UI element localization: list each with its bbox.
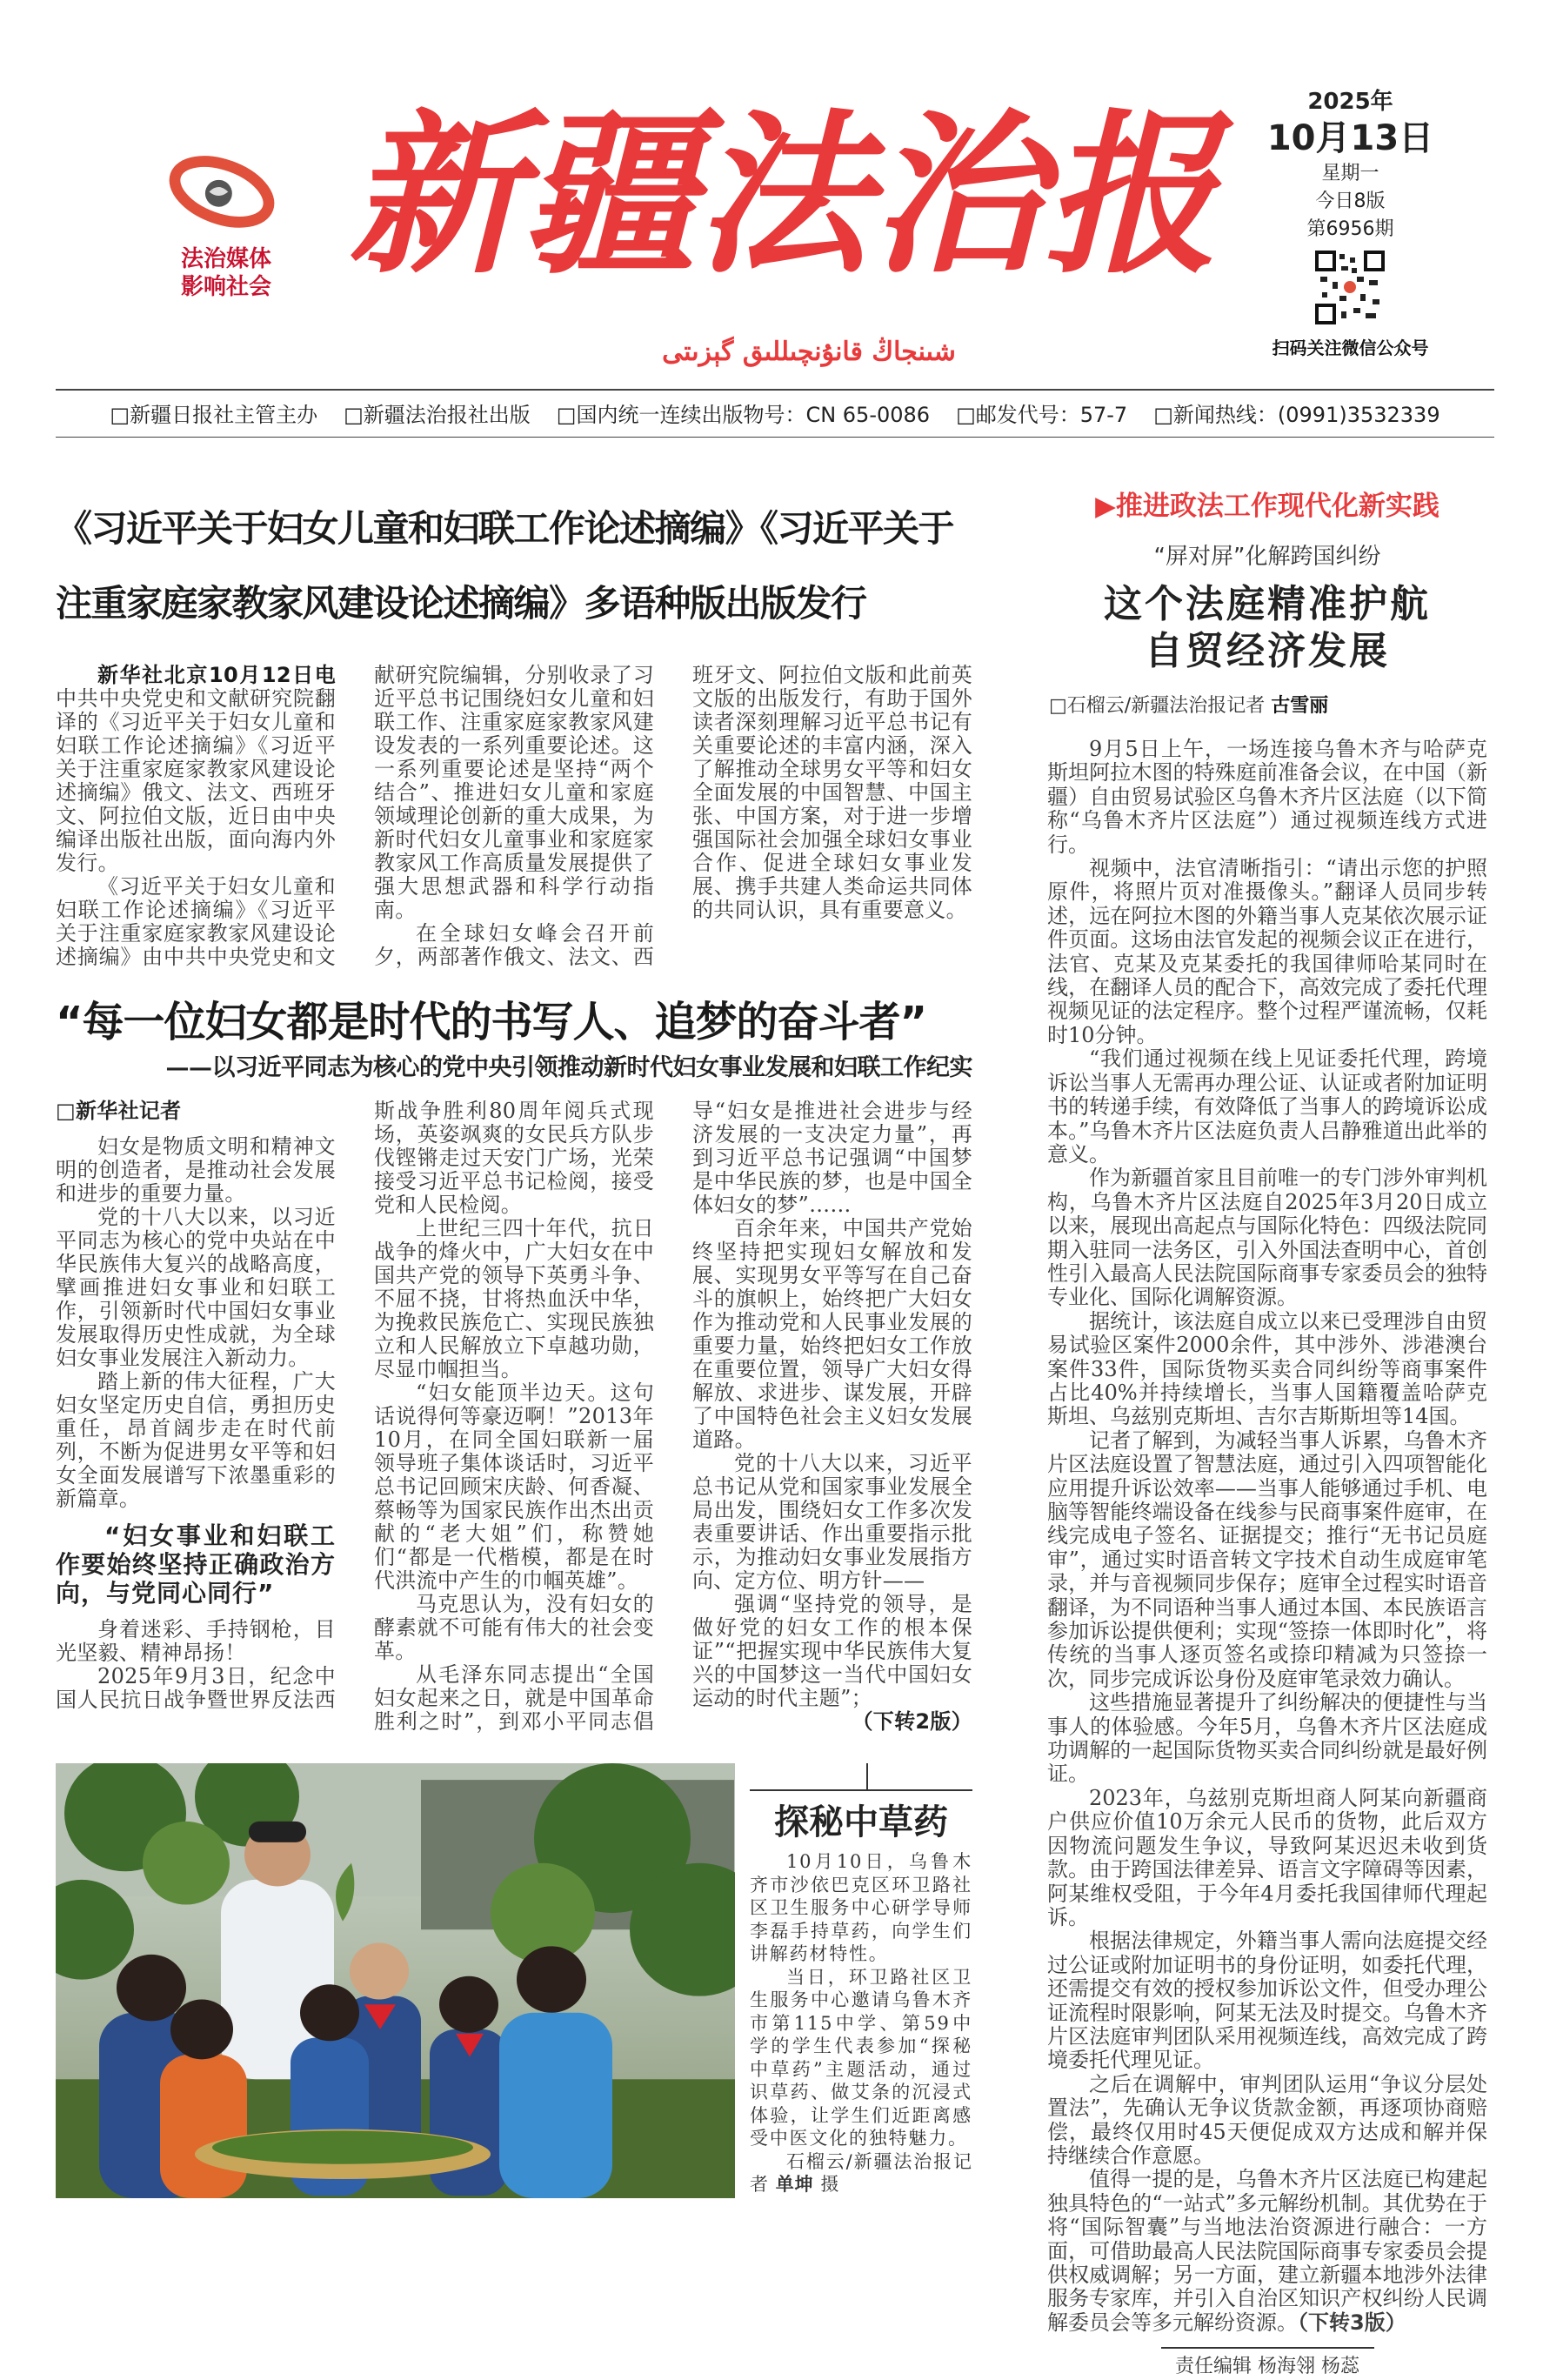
article3-paragraph: 据统计，该法庭自成立以来已受理涉自由贸易试验区案件2000余件，其中涉外、涉港澳台案件33件，国际货物买卖合同纠纷等商事案件占比40%并持续增长，当事人国籍覆盖哈萨克斯坦、乌兹别克斯坦、吉尔吉斯斯坦等14国。 — [1047, 1308, 1487, 1429]
article2-paragraph: “妇女能顶半边天。这句话说得何等豪迈啊！”2013年10月，在同全国妇联新一届领导班子集体谈话时，习近平总书记回顾宋庆龄、何香凝、蔡畅等为国家民族作出杰出贡献的“老大姐”们，称赞她们“都是一代楷模，都是在时代洪流中产生的巾帼英雄”。 — [374, 1381, 654, 1593]
info-cn-number: □国内统一连续出版物号：CN 65-0086 — [556, 403, 931, 427]
section-label: ▶推进政法工作现代化新实践 — [1095, 491, 1439, 522]
article3-headline-line1: 这个法庭精准护航 — [1104, 582, 1431, 626]
article2-paragraph: 妇女是物质文明和精神文明的创造者，是推动社会发展和进步的重要力量。 — [56, 1134, 336, 1206]
article1-headline-line1: 《习近平关于妇女儿童和妇联工作论述摘编》《习近平关于 — [56, 507, 954, 550]
publication-info-bar — [56, 402, 1494, 428]
article3-body — [1045, 738, 1489, 2335]
masthead-bottom-rule — [56, 437, 1494, 438]
article3-headline-line2: 自贸经济发展 — [1145, 629, 1390, 673]
issue-year: 2025年 — [1307, 89, 1393, 115]
article1-paragraph: 在全球妇女峰会召开前夕，两部著作俄文、法文、西班牙文、阿拉伯文版和此前英文版的出版发行，有助于国外读者深刻理解习近平总书记有关重要论述的丰富内涵，深入了解推动全球男女平等和妇女全面发展的中国智慧、中国主张、中国方案，对于进一步增强国际社会加强全球妇女事业合作、促进全球妇女事业发展、携手共建人类命运共同体的共同认识，具有重要意义。 — [374, 663, 972, 969]
article2-paragraph: 从毛泽东同志提出“全国妇女起来之日，就是中国革命胜利之时”，到邓小平同志倡导“妇女是推进社会进步与经济发展的一支决定力量”，再到习近平总书记强调“中国梦是中华民族的梦，也是中国全体妇女的梦”…… — [374, 1099, 972, 1734]
newspaper-logo-icon — [161, 152, 283, 239]
article2-paragraph: 上世纪三四十年代，抗日战争的烽火中，广大妇女在中国共产党的领导下英勇斗争、不屈不挠，甘将热血沃中华，为挽救民族危亡、实现民族独立和人民解放立下卓越功勋，尽显巾帼担当。 — [374, 1216, 654, 1381]
byline-prefix: □石榴云/新疆法治报记者 — [1049, 695, 1266, 717]
issue-info — [1261, 87, 1439, 244]
info-publisher: □新疆法治报社出版 — [344, 403, 531, 427]
caption-paragraph: 当日，环卫路社区卫生服务中心邀请乌鲁木齐市第115中学、第59中学的学生代表参加“探秘中草药”主题活动，通过识草药、做艾条的沉浸式体验，让学生们近距离感受中医文化的独特魅力。 — [750, 1966, 972, 2149]
photo-story-caption-box — [750, 1763, 972, 2198]
article2-body — [56, 1100, 972, 1734]
paragraph-text: 强调“坚持党的领导，是做好党的妇女工作的根本保证”“把握实现中华民族伟大复兴的中国梦这一当代中国妇女运动的时代主题”； — [692, 1592, 972, 1710]
article3-byline — [1045, 694, 1489, 719]
article3-paragraph: 视频中，法官清晰指引：“请出示您的护照原件，将照片页对准摄像头。”翻译人员同步转述，远在阿拉木图的外籍当事人克某依次展示证件页面。这场由法官发起的视频会议正在进行，法官、克某及克某委托的我国律师哈某同时在线，在翻译人员的配合下，高效完成了委托代理视频见证的法定程序。整个过程严谨流畅，仅耗时10分钟。 — [1047, 856, 1487, 1047]
photo-story-caption — [750, 1850, 972, 2196]
article2-paragraph: 百余年来，中国共产党始终坚持把实现妇女解放和发展、实现男女平等写在自己奋斗的旗帜上，始终把广大妇女作为推动党和人民事业发展的重要力量，始终把妇女工作放在重要位置，领导广大妇女得解放、求进步、谋发展，开辟了中国特色社会主义妇女发展道路。 — [692, 1216, 972, 1452]
info-sponsor: □新疆日报社主管主办 — [110, 403, 318, 427]
photographer-name: 单坤 — [775, 2174, 814, 2195]
article1-dateline: 新华社北京10月12日电 — [97, 663, 336, 687]
info-postal-code: □邮发代号：57-7 — [956, 403, 1128, 427]
article2-paragraph: 身着迷彩、手持钢枪，目光坚毅、精神昂扬！ — [56, 1617, 336, 1665]
caption-divider — [750, 1789, 972, 1791]
article3-paragraph — [1047, 2168, 1487, 2335]
article3-paragraph: 作为新疆首家且目前唯一的专门涉外审判机构，乌鲁木齐片区法庭自2025年3月20日成立以来，展现出高起点与国际化特色：四级法院同期入驻同一法务区，引入外国法查明中心，首创性引入最高人民法院国际商事专家委员会的独特专业化、国际化调解资源。 — [1047, 1166, 1487, 1310]
issue-number: 第6956期 — [1306, 218, 1394, 240]
article2-paragraph: 党的十八大以来，以习近平同志为核心的党中央站在中华民族伟大复兴的战略高度，擘画推进妇女事业和妇联工作，引领新时代中国妇女事业发展取得历史性成就，为全球妇女事业发展注入新动力。 — [56, 1205, 336, 1370]
article3-continued-link[interactable]: （下转3版） — [1298, 2310, 1406, 2335]
left-news-area — [56, 491, 972, 2198]
photo-credit-suffix: 摄 — [820, 2174, 840, 2195]
qr-caption: 扫码关注微信公众号 — [1272, 338, 1429, 358]
article3-paragraph: 9月5日上午，一场连接乌鲁木齐与哈萨克斯坦阿拉木图的特殊庭前准备会议，在中国（新疆）自由贸易试验区乌鲁木齐片区法庭（以下简称“乌鲁木齐片区法庭”）通过视频连线方式进行。 — [1047, 737, 1487, 857]
article3-paragraph: 2023年，乌兹别克斯坦商人阿某向新疆商户供应价值10万余元人民币的货物，此后双方因物流问题发生争议，导致阿某迟迟未收到货款。由于跨国法律差异、语言文字障碍等因素，阿某维权受阻，于今年4月委托我国律师代理起诉。 — [1047, 1785, 1487, 1929]
reporter-name: 古雪丽 — [1271, 695, 1329, 717]
article3-paragraph: 这些措施显著提升了纠纷解决的便捷性与当事人的体验感。今年5月，乌鲁木齐片区法庭成功调解的一起国际货物买卖合同纠纷就是最好例证。 — [1047, 1690, 1487, 1787]
photo-herbal-medicine-activity — [56, 1763, 735, 2198]
photo-credit-prefix: 石榴云/新疆法治报记者 — [750, 2150, 972, 2195]
article1-body — [56, 664, 972, 969]
photo-story-title[interactable]: 探秘中草药 — [774, 1802, 948, 1842]
article2-byline: □新华社记者 — [56, 1099, 182, 1123]
masthead-top-rule — [56, 389, 1494, 391]
article2-headline[interactable]: “每一位妇女都是时代的书写人、追梦的奋斗者” — [56, 998, 927, 1046]
article1-paragraph: 《习近平关于妇女儿童和妇联工作论述摘编》《习近平关于注重家庭家教家风建设论述摘编》由中共中央党史和文献研究院编辑，分别收录了习近平总书记围绕妇女儿童和妇联工作、注重家庭家教家风建设发表的一系列重要论述。这一系列重要论述是坚持“两个结合”、推进妇女儿童和家庭领域理论创新的重大成果，为新时代妇女儿童事业和家庭家教家风工作高质量发展提供了强大思想武器和科学行动指南。 — [56, 663, 654, 969]
responsible-editors: 责任编辑 杨海翎 杨蕊 — [1175, 2356, 1359, 2378]
article2-subhead: “妇女事业和妇联工作要始终坚持正确政治方向，与党同心同行” — [56, 1521, 336, 1608]
photo-credit — [750, 2150, 972, 2196]
article1-headline[interactable] — [56, 491, 972, 641]
article3-paragraph: 根据法律规定，外籍当事人需向法庭提交经过公证或附加证明书的身份证明，如委托代理，还需提交有效的授权参加诉讼文件，但受办理公证流程时限影响，阿某无法及时提交。乌鲁木齐片区法庭审判团队采用视频连线，高效完成了跨境委托代理见证。 — [1047, 1929, 1487, 2073]
article3-paragraph: “我们通过视频在线上见证委托代理，跨境诉讼当事人无需再办理公证、认证或者附加证明书的转递手续，有效降低了当事人的跨境诉讼成本。”乌鲁木齐片区法庭负责人吕静雅道出此举的意义。 — [1047, 1046, 1487, 1167]
article2-paragraph: 马克思认为，没有妇女的酵素就不可能有伟大的社会变革。 — [374, 1592, 654, 1663]
paragraph-text: 值得一提的是，乌鲁木齐片区法庭已构建起独具特色的“一站式”多元解纷机制。其优势在于将“国际智囊”与当地法治资源进行融合：一方面，可借助最高人民法院国际商事专家委员会提供权威调解；另一方面，建立新疆本地涉外法律服务专家库，并引入自治区知识产权纠纷人民调解委员会等多元解纷资源。 — [1047, 2167, 1487, 2335]
right-news-area — [1045, 487, 1489, 2380]
article2-paragraph — [692, 1592, 972, 1734]
article1-headline-line2: 注重家庭家教家风建设论述摘编》多语种版出版发行 — [56, 582, 866, 625]
article2-paragraph: 党的十八大以来，习近平总书记从党和国家事业发展全局出发，围绕妇女工作多次发表重要讲话、作出重要指示批示，为推动妇女事业发展指方向、定方位、明方针—— — [692, 1451, 972, 1593]
article2-subtitle: ——以习近平同志为核心的党中央引领推动新时代妇女事业发展和妇联工作纪实 — [165, 1054, 972, 1081]
issue-weekday: 星期一 — [1321, 163, 1379, 184]
caption-paragraph: 10月10日，乌鲁木齐市沙依巴克区环卫路社区卫生服务中心研学导师李磊手持草药，向学生们讲解药材特性。 — [750, 1851, 972, 1964]
caption-divider-vertical — [866, 1763, 868, 1789]
slogan-line-2: 影响社会 — [180, 274, 271, 300]
article2-continued-link[interactable]: （下转2版） — [852, 1709, 972, 1734]
info-hotline: □新闻热线：(0991)3532339 — [1153, 403, 1440, 427]
paragraph-text: 中共中央党史和文献研究院翻译的《习近平关于妇女儿童和妇联工作论述摘编》《习近平关于注重家庭家教家风建设论述摘编》俄文、法文、西班牙文、阿拉伯文版，近日由中央编译出版社出版，面向海内外发行。 — [56, 686, 336, 875]
article3-subtitle: “屏对屏”化解跨国纠纷 — [1153, 544, 1381, 570]
issue-pages: 今日8版 — [1315, 191, 1386, 212]
article2-paragraph: 2025年9月3日，纪念中国人民抗日战争暨世界反法西斯战争胜利80周年阅兵式现场，英姿飒爽的女民兵方队步伐铿锵走过天安门广场，光荣接受习近平总书记检阅，接受党和人民检阅。 — [56, 1099, 654, 1712]
issue-date: 10月13日 — [1266, 118, 1434, 158]
photo-story — [56, 1763, 972, 2198]
newspaper-title-uyghur: شىنجاڭ قانۇنچىللىق گېزىتى — [662, 337, 956, 367]
qr-code-icon[interactable] — [1315, 251, 1385, 324]
article1-paragraph — [56, 664, 336, 875]
article3-paragraph: 记者了解到，为减轻当事人诉累，乌鲁木齐片区法庭设置了智慧法庭，通过引入四项智能化应用提升诉讼效率——当事人能够通过手机、电脑等智能终端设备在线参与民商事案件庭审，在线完成电子签名、证据提交；推行“无书记员庭审”，通过实时语音转文字技术自动生成庭审笔录，并与音视频同步保存；庭审全过程实时语音翻译，为不同语种当事人通过本国、本民族语言参加诉讼提供便利；实现“签捺一体即时化”，将传统的当事人逐页签名或捺印精减为只签捺一次，同步完成诉讼身份及庭审笔录效力确认。 — [1047, 1427, 1487, 1691]
article3-paragraph: 之后在调解中，审判团队运用“争议分层处置法”，先确认无争议货款金额，再逐项协商赔偿，最终仅用时45天便促成双方达成和解并保持继续合作意愿。 — [1047, 2071, 1487, 2168]
article3-headline[interactable] — [1045, 581, 1489, 675]
article2-paragraph: 踏上新的伟大征程，广大妇女坚定历史自信，勇担历史重任，昂首阔步走在时代前列，不断为促进男女平等和妇女全面发展谱写下浓墨重彩的新篇章。 — [56, 1369, 336, 1511]
newspaper-title: 新疆法治报 — [348, 93, 1219, 298]
slogan-line-1: 法治媒体 — [180, 246, 271, 272]
slogan — [174, 245, 278, 301]
footer-rule — [1161, 2347, 1374, 2349]
